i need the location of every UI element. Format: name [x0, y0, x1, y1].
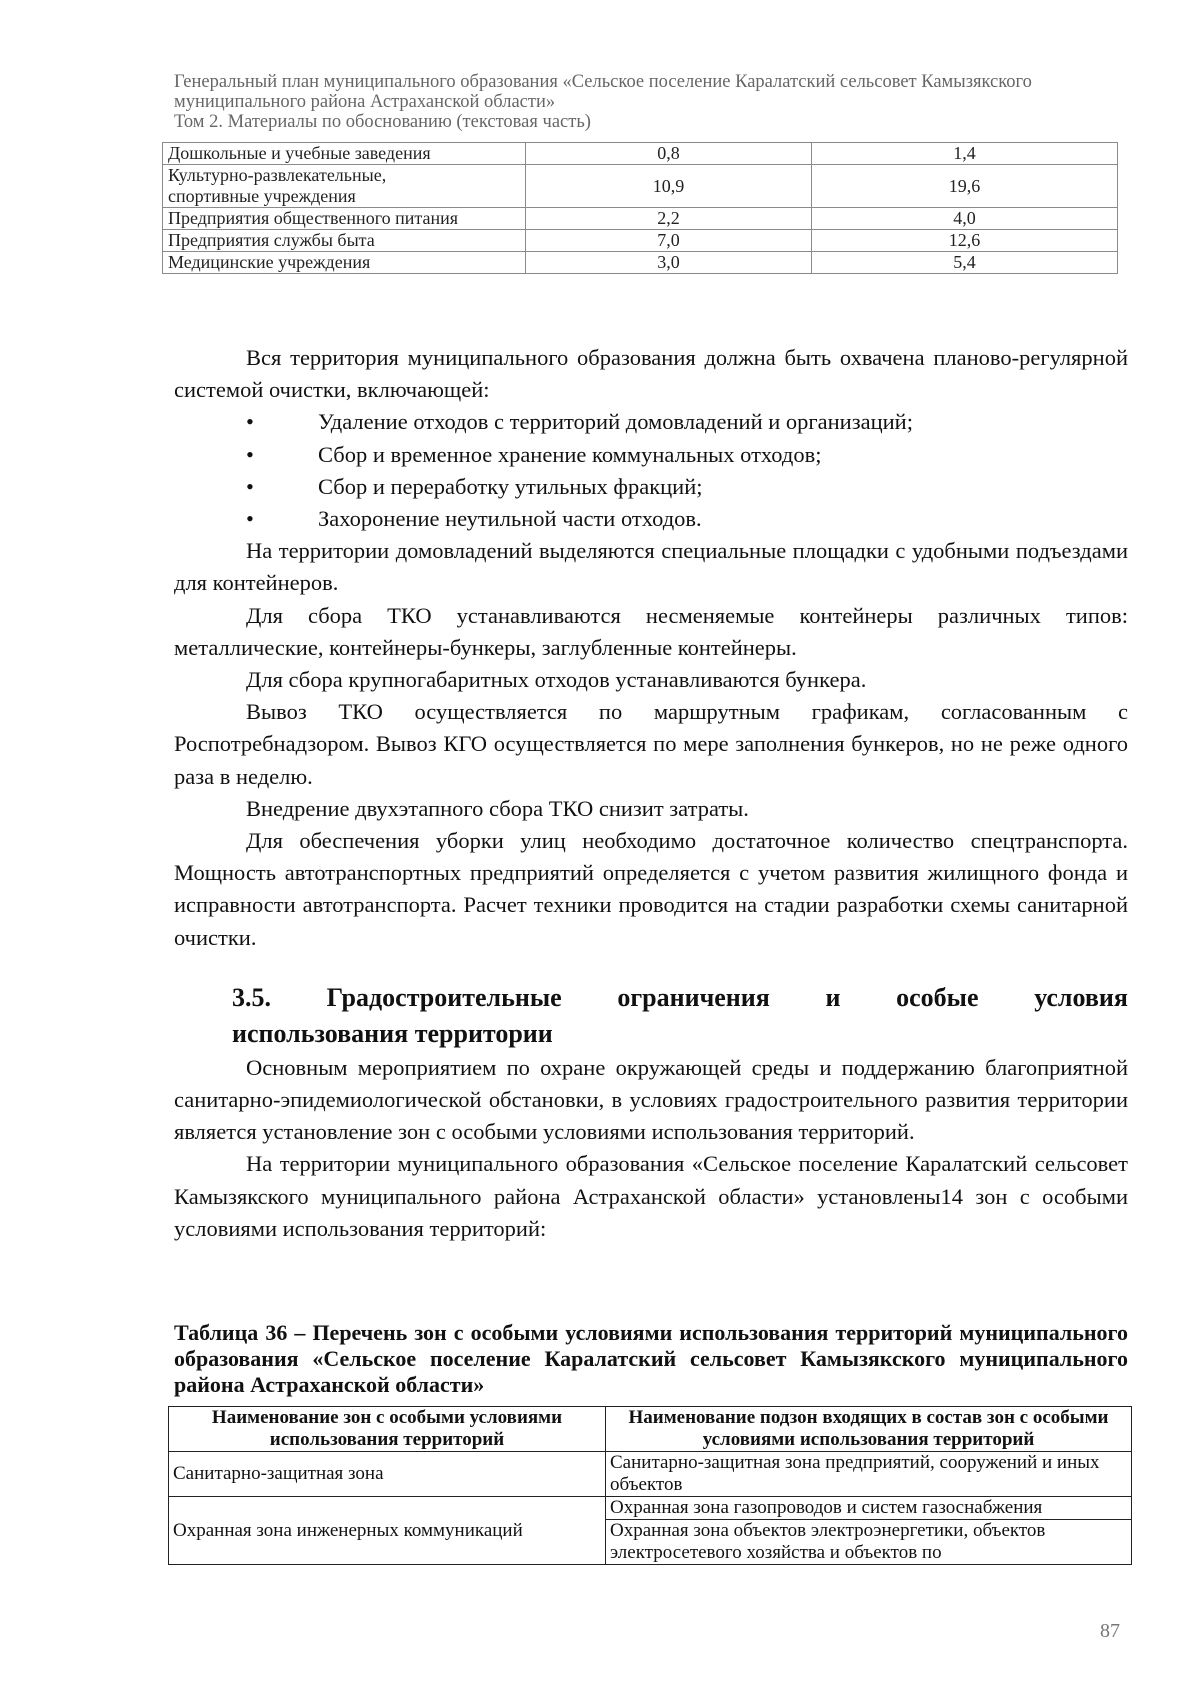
table-cell: Предприятия службы быта: [163, 230, 526, 252]
table-cell: Санитарно-защитная зона: [169, 1452, 606, 1497]
list-item: [174, 406, 1128, 438]
list-item-text: Сбор и временное хранение коммунальных отходов;: [318, 441, 822, 467]
heading-word: Градостроительные: [326, 982, 562, 1012]
document-body: [174, 342, 1128, 1245]
heading-word: условия: [1034, 982, 1128, 1012]
table-cell: Охранная зона инженерных коммуникаций: [169, 1497, 606, 1565]
paragraph: Вывоз ТКО осуществляется по маршрутным графикам, согласованным с Роспотребнадзором. Вывоз КГО осуществляется по мере заполнения бункеров, но не реже одного раза в неделю.: [174, 699, 1128, 789]
zones-table: [168, 1406, 1132, 1565]
paragraph: Вся территория муниципального образования должна быть охвачена планово-регулярной системой очистки, включающей:: [174, 345, 1128, 403]
table-row: [163, 165, 1118, 208]
column-header: Наименование подзон входящих в состав зон с особыми условиями использования территорий: [606, 1407, 1132, 1452]
table-cell: 7,0: [526, 230, 812, 252]
header-line-3: Том 2. Материалы по обоснованию (текстовая часть): [174, 112, 591, 132]
table-cell: 4,0: [812, 208, 1118, 230]
table-cell: Дошкольные и учебные заведения: [163, 143, 526, 165]
heading-number: 3.5.: [232, 982, 271, 1012]
table-header-row: [169, 1407, 1132, 1452]
list-item-text: Захоронение неутильной части отходов.: [318, 506, 702, 532]
paragraph: Для обеспечения уборки улиц необходимо достаточное количество спецтранспорта. Мощность автотранспортных предприятий определяется с учетом развития жилищного фонда и исправности автотранспорта. Расчет техники проводится на стадии разработки схемы санитарной очистки.: [174, 828, 1128, 950]
table-row: [169, 1497, 1132, 1520]
heading-line-1: [232, 980, 1128, 1016]
paragraph: Для сбора крупногабаритных отходов устанавливаются бункера.: [246, 667, 867, 693]
table-cell: 12,6: [812, 230, 1118, 252]
table-cell: 3,0: [526, 252, 812, 274]
table-caption: Таблица 36 – Перечень зон с особыми условиями использования территорий муниципального образования «Сельское поселение Каралатский сельсовет Камызякского муниципального района Астраханской области»: [174, 1320, 1128, 1397]
bullet-icon: •: [246, 506, 254, 532]
paragraph: Внедрение двухэтапного сбора ТКО снизит затраты.: [246, 795, 749, 821]
heading-word: ограничения: [617, 982, 770, 1012]
page-header: [174, 72, 1134, 132]
page-number: 87: [1100, 1620, 1120, 1642]
list-item: [174, 471, 1128, 503]
heading-line-2: использования территории: [232, 1018, 553, 1048]
table-cell: 10,9: [526, 165, 812, 208]
table-cell: Охранная зона объектов электроэнергетики, объектов электросетевого хозяйства и объектов по: [606, 1520, 1132, 1565]
column-header: Наименование зон с особыми условиями использования территорий: [169, 1407, 606, 1452]
facilities-table: [162, 142, 1118, 274]
table-row: [163, 252, 1118, 274]
paragraph: На территории муниципального образования «Сельское поселение Каралатский сельсовет Камызякского муниципального района Астраханской области» установлены14 зон с особыми условиями использования территорий:: [174, 1151, 1128, 1241]
list-item: [174, 439, 1128, 471]
list-item-text: Удаление отходов с территорий домовладений и организаций;: [318, 409, 913, 435]
table-cell: Охранная зона газопроводов и систем газоснабжения: [606, 1497, 1132, 1520]
section-heading: [174, 980, 1128, 1052]
table-row: [163, 143, 1118, 165]
table-cell: 2,2: [526, 208, 812, 230]
table-cell: Санитарно-защитная зона предприятий, сооружений и иных объектов: [606, 1452, 1132, 1497]
paragraph: На территории домовладений выделяются специальные площадки с удобными подъездами для контейнеров.: [174, 538, 1128, 596]
heading-word: и: [825, 982, 841, 1012]
paragraph: Основным мероприятием по охране окружающей среды и поддержанию благоприятной санитарно-эпидемиологической обстановки, в условиях градостроительного развития территории является установление зон с особыми условиями использования территорий.: [174, 1054, 1128, 1145]
table-row: [163, 208, 1118, 230]
table-cell: Медицинские учреждения: [163, 252, 526, 274]
heading-word: особые: [896, 982, 979, 1012]
paragraph: Для сбора ТКО устанавливаются несменяемые контейнеры различных типов: металлические, контейнеры-бункеры, заглубленные контейнеры.: [174, 602, 1128, 660]
table-row: [163, 230, 1118, 252]
bullet-icon: •: [246, 473, 254, 499]
cell-line: Культурно-развлекательные,: [168, 165, 387, 185]
header-line-2: муниципального района Астраханской области»: [174, 92, 556, 112]
list-item: [174, 503, 1128, 535]
header-line-1: Генеральный план муниципального образования «Сельское поселение Каралатский сельсовет Камызякского: [174, 72, 1032, 92]
bullet-icon: •: [246, 409, 254, 435]
table-cell: 0,8: [526, 143, 812, 165]
bullet-icon: •: [246, 441, 254, 467]
table-row: [169, 1452, 1132, 1497]
list-item-text: Сбор и переработку утильных фракций;: [318, 473, 703, 499]
table-cell: [163, 165, 526, 208]
table-cell: Предприятия общественного питания: [163, 208, 526, 230]
table-cell: 1,4: [812, 143, 1118, 165]
table-cell: 19,6: [812, 165, 1118, 208]
table-cell: 5,4: [812, 252, 1118, 274]
cell-line: спортивные учреждения: [168, 186, 356, 206]
